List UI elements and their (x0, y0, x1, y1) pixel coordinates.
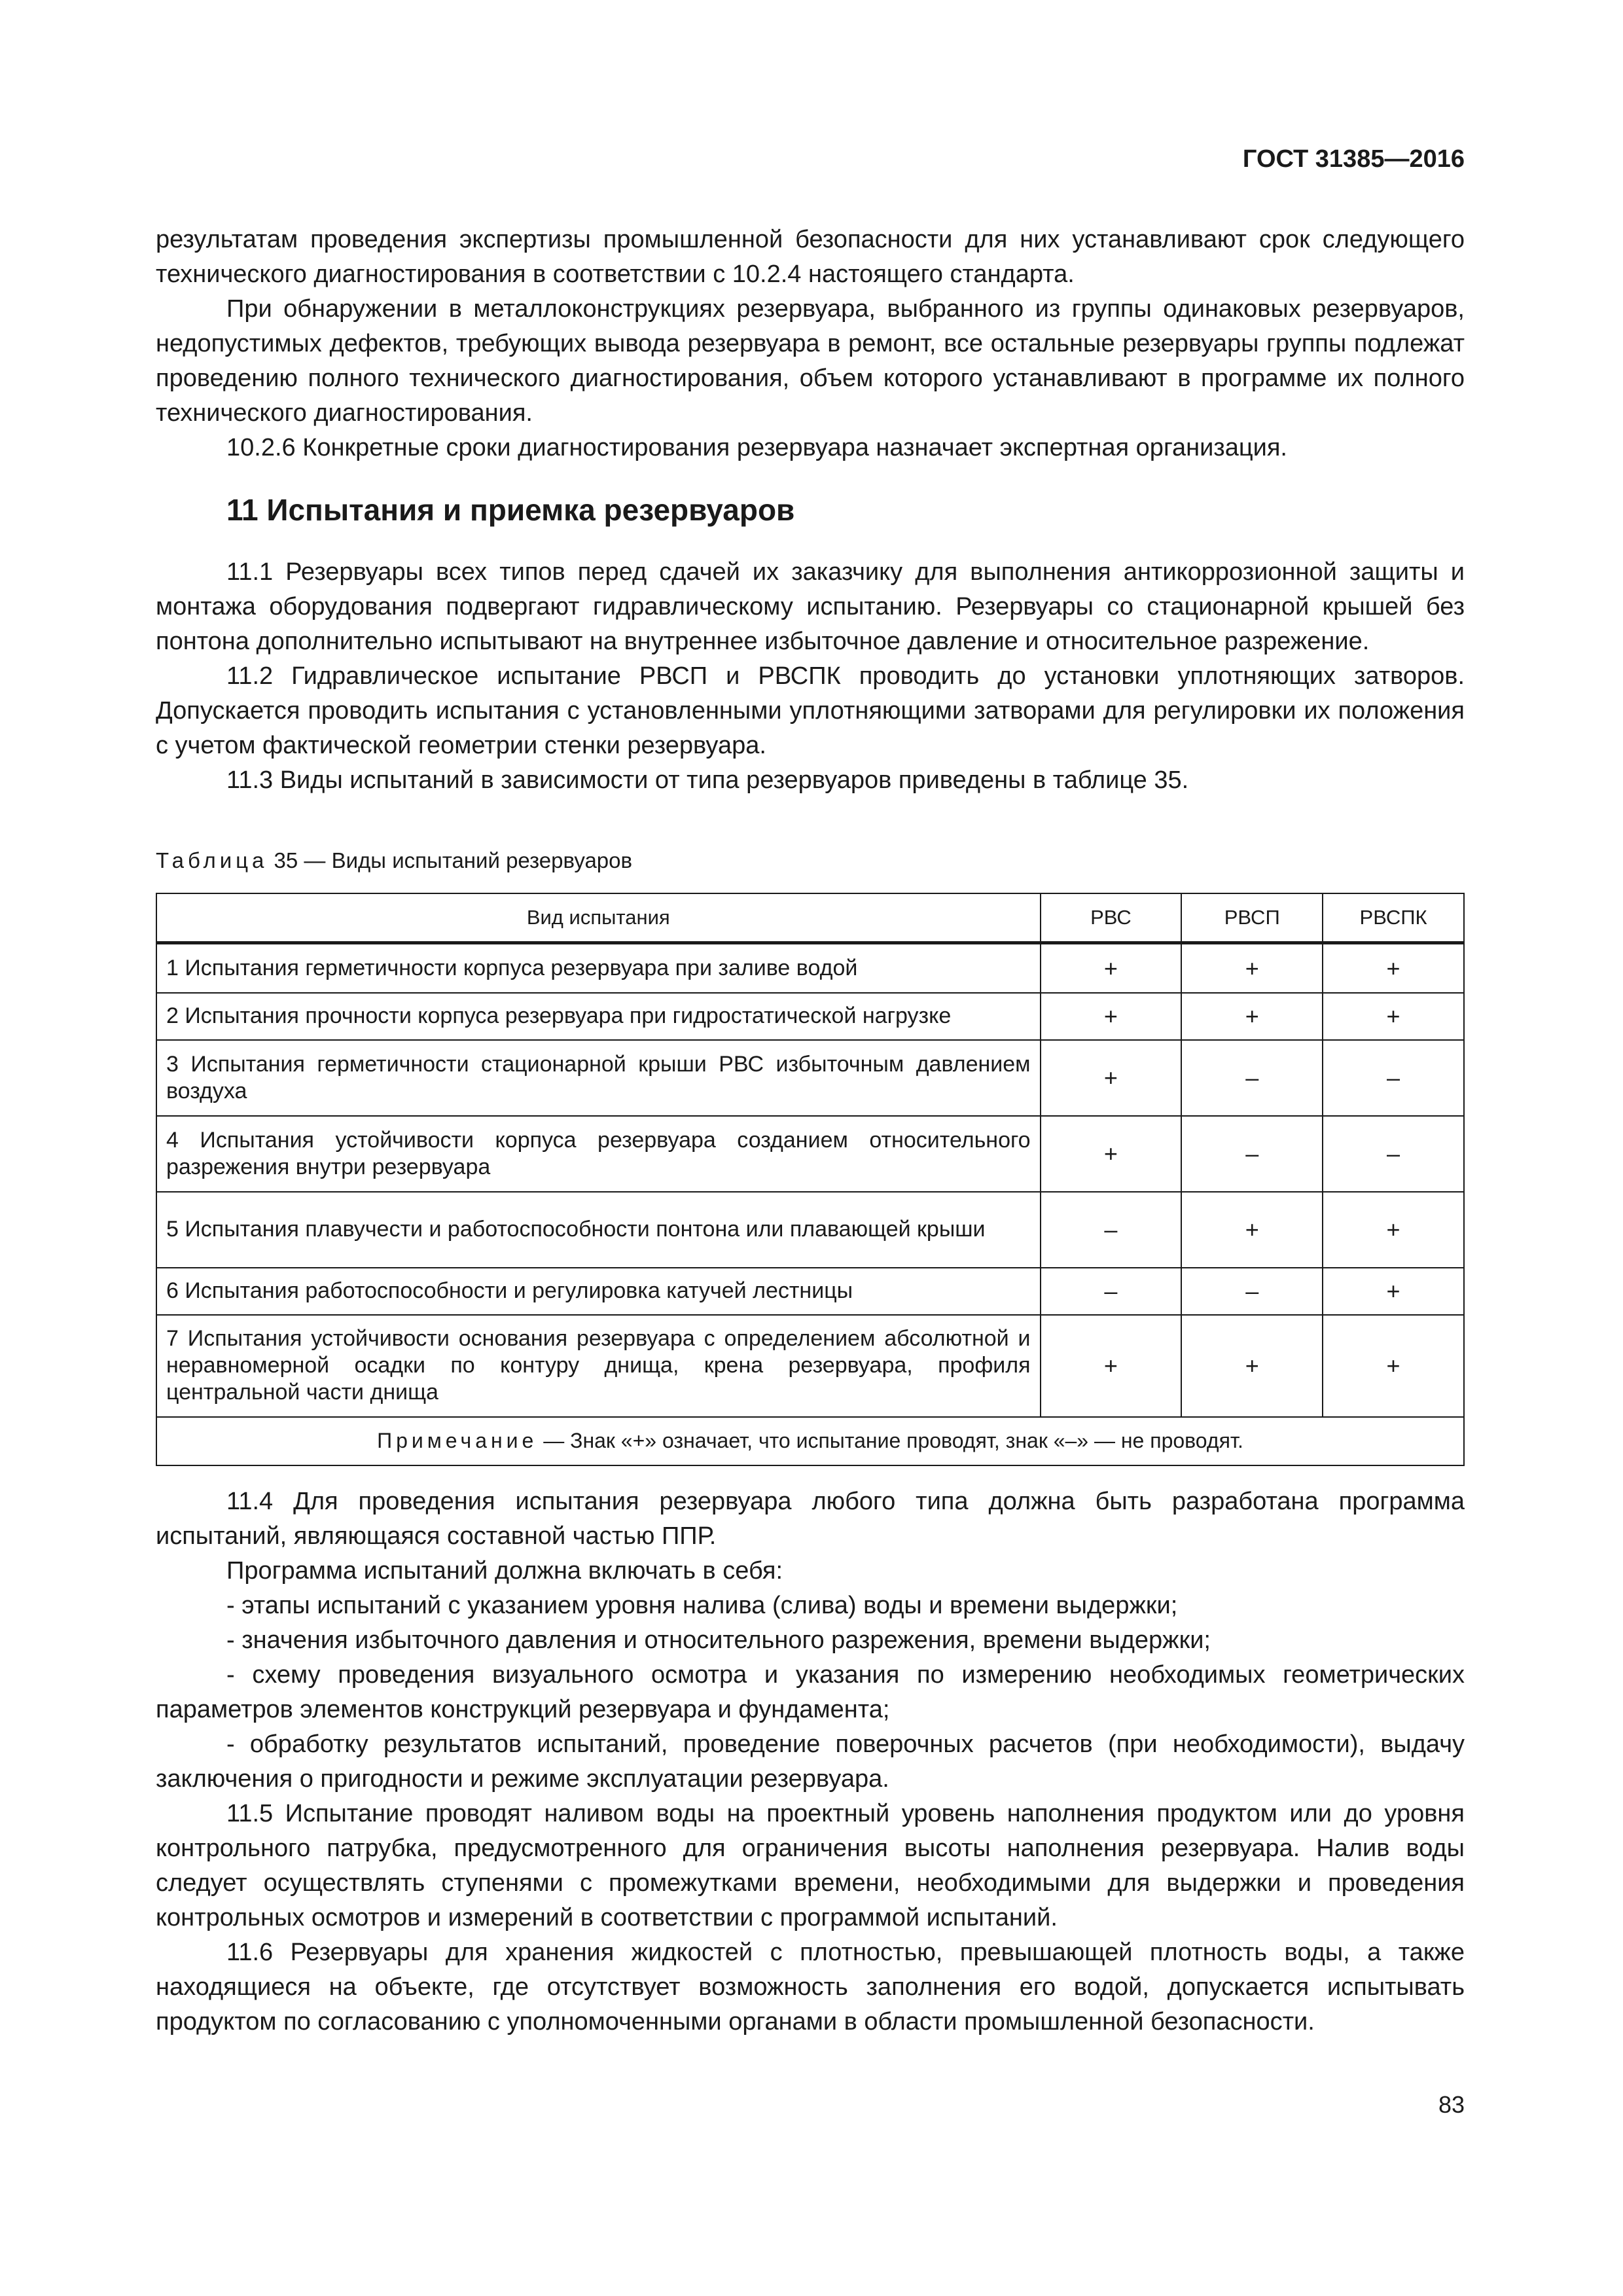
test-name-cell: 7 Испытания устойчивости основания резервуара с определением абсолютной и неравномерной осадки по контуру днища, крена резервуара, профиля центральной части днища (156, 1315, 1041, 1417)
rvsp-cell: – (1181, 1116, 1323, 1192)
table-row (156, 943, 1464, 993)
rvsp-cell: – (1181, 1040, 1323, 1116)
rvs-cell: + (1041, 943, 1182, 993)
note-label: Примечание (377, 1429, 538, 1452)
section-heading: 11 Испытания и приемка резервуаров (226, 493, 795, 527)
paragraph: 11.3 Виды испытаний в зависимости от типа резервуаров приведены в таблице 35. (226, 766, 1189, 794)
list-item: - этапы испытаний с указанием уровня налива (слива) воды и времени выдержки; (226, 1592, 1178, 1619)
tests-table (156, 893, 1465, 1466)
rvspk-cell: + (1323, 1192, 1464, 1268)
rvsp-cell: – (1181, 1268, 1323, 1315)
rvs-cell: + (1041, 993, 1182, 1040)
rvs-cell: + (1041, 1040, 1182, 1116)
paragraph: 11.2 Гидравлическое испытание РВСП и РВСПК проводить до установки уплотняющих затворов. Допускается проводить испытания с установленными уплотняющими затворами для регулировки их положения с учетом фактической геометрии стенки резервуара. (156, 662, 1465, 759)
list-item: - схему проведения визуального осмотра и указания по измерению необходимых геометрических параметров элементов конструкций резервуара и фундамента; (156, 1661, 1465, 1723)
table-header-row (156, 893, 1464, 943)
rvs-cell: – (1041, 1268, 1182, 1315)
test-name-cell: 4 Испытания устойчивости корпуса резервуара созданием относительного разрежения внутри резервуара (156, 1116, 1041, 1192)
rvspk-cell: + (1323, 1315, 1464, 1417)
note-text: — Знак «+» означает, что испытание проводят, знак «–» — не проводят. (537, 1429, 1243, 1452)
paragraph: 11.5 Испытание проводят наливом воды на проектный уровень наполнения продуктом или до уровня контрольного патрубка, предусмотренного для ограничения высоты наполнения резервуара. Налив воды следует осуществлять ступенями с промежутками времени, необходимыми для выдержки и проведения контрольных осмотров и измерений в соответствии с программой испытаний. (156, 1800, 1465, 1931)
table-caption-label: Таблица (156, 848, 268, 872)
table-row (156, 993, 1464, 1040)
table-note-row (156, 1417, 1464, 1465)
paragraph: 11.4 Для проведения испытания резервуара любого типа должна быть разработана программа испытаний, являющаяся составной частью ППР. (156, 1488, 1465, 1550)
document-header: ГОСТ 31385—2016 (1242, 145, 1465, 173)
rvspk-cell: – (1323, 1116, 1464, 1192)
test-name-cell: 3 Испытания герметичности стационарной крыши РВС избыточным давлением воздуха (156, 1040, 1041, 1116)
test-name-cell: 1 Испытания герметичности корпуса резервуара при заливе водой (156, 943, 1041, 993)
column-header: РВСПК (1323, 893, 1464, 943)
test-name-cell: 5 Испытания плавучести и работоспособности понтона или плавающей крыши (156, 1192, 1041, 1268)
table-row (156, 1116, 1464, 1192)
paragraph: Программа испытаний должна включать в себя: (226, 1557, 783, 1585)
paragraph: 11.6 Резервуары для хранения жидкостей с плотностью, превышающей плотность воды, а также находящиеся на объекте, где отсутствует возможность заполнения его водой, допускается испытывать продуктом по согласованию с уполномоченными органами в области промышленной безопасности. (156, 1939, 1465, 2036)
list-item: - обработку результатов испытаний, проведение поверочных расчетов (при необходимости), выдачу заключения о пригодности и режиме эксплуатации резервуара. (156, 1731, 1465, 1793)
after-text-block (156, 1484, 1465, 2039)
intro-text-block (156, 555, 1465, 798)
rvsp-cell: + (1181, 1192, 1323, 1268)
rvs-cell: + (1041, 1116, 1182, 1192)
table-row (156, 1315, 1464, 1417)
rvspk-cell: + (1323, 993, 1464, 1040)
rvsp-cell: + (1181, 993, 1323, 1040)
paragraph-continuation: результатам проведения экспертизы промышленной безопасности для них устанавливают срок следующего технического диагностирования в соответствии с 10.2.4 настоящего стандарта. (156, 226, 1465, 288)
paragraph: 10.2.6 Конкретные сроки диагностирования резервуара назначает экспертная организация. (226, 434, 1287, 461)
column-header: РВСП (1181, 893, 1323, 943)
rvsp-cell: + (1181, 1315, 1323, 1417)
test-name-cell: 6 Испытания работоспособности и регулировка катучей лестницы (156, 1268, 1041, 1315)
table-row (156, 1040, 1464, 1116)
table-caption-title: 35 — Виды испытаний резервуаров (268, 848, 633, 872)
paragraph: При обнаружении в металлоконструкциях резервуара, выбранного из группы одинаковых резервуаров, недопустимых дефектов, требующих вывода резервуара в ремонт, все остальные резервуары группы подлежат проведению полного технического диагностирования, объем которого устанавливают в программе их полного технического диагностирования. (156, 295, 1465, 427)
column-header: РВС (1041, 893, 1182, 943)
page-number: 83 (1438, 2091, 1465, 2118)
table-caption (156, 848, 632, 873)
column-header: Вид испытания (156, 893, 1041, 943)
rvsp-cell: + (1181, 943, 1323, 993)
rvspk-cell: + (1323, 1268, 1464, 1315)
rvspk-cell: + (1323, 943, 1464, 993)
list-item: - значения избыточного давления и относительного разрежения, времени выдержки; (226, 1626, 1211, 1654)
top-text-block (156, 223, 1465, 465)
paragraph: 11.1 Резервуары всех типов перед сдачей их заказчику для выполнения антикоррозионной защиты и монтажа оборудования подвергают гидравлическому испытанию. Резервуары со стационарной крышей без понтона дополнительно испытывают на внутреннее избыточное давление и относительное разрежение. (156, 558, 1465, 655)
rvspk-cell: – (1323, 1040, 1464, 1116)
test-name-cell: 2 Испытания прочности корпуса резервуара при гидростатической нагрузке (156, 993, 1041, 1040)
table-row (156, 1268, 1464, 1315)
rvs-cell: + (1041, 1315, 1182, 1417)
document-page (156, 0, 1465, 2296)
rvs-cell: – (1041, 1192, 1182, 1268)
table-row (156, 1192, 1464, 1268)
table-note (156, 1417, 1464, 1465)
